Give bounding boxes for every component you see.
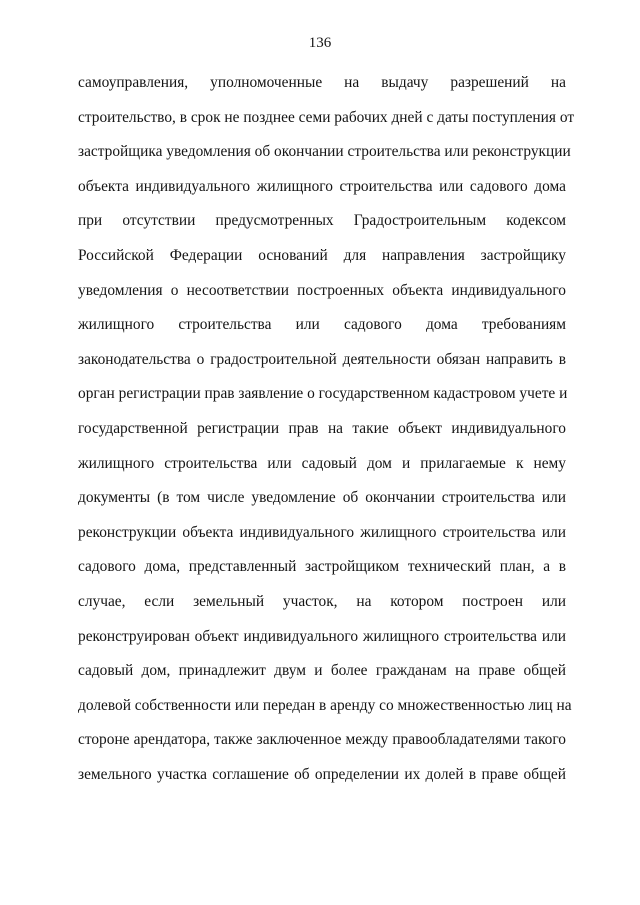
text-line: объекта индивидуального жилищного строительства или садового дома [78, 177, 566, 195]
text-line: реконструирован объект индивидуального жилищного строительства или [78, 627, 566, 645]
text-line: законодательства о градостроительной деятельности обязан направить в [78, 350, 566, 368]
text-line: Российской Федерации оснований для направления застройщику [78, 246, 566, 264]
text-line: садовый дом, принадлежит двум и более гражданам на праве общей [78, 662, 566, 680]
text-line: садового дома, представленный застройщиком технический план, а в [78, 558, 566, 576]
text-line: стороне арендатора, также заключенное между правообладателями такого [78, 731, 566, 749]
page-number: 136 [308, 35, 332, 51]
text-line: строительство, в срок не позднее семи рабочих дней с даты поступления от [78, 108, 575, 126]
body-text [78, 66, 575, 792]
text-line: государственной регистрации прав на такие объект индивидуального [78, 419, 566, 437]
text-line: самоуправления, уполномоченные на выдачу разрешений на [78, 74, 566, 91]
text-line: реконструкции объекта индивидуального жилищного строительства или [78, 523, 566, 541]
text-line: случае, если земельный участок, на котором построен или [78, 592, 566, 610]
text-line: застройщика уведомления об окончании строительства или реконструкции [78, 143, 571, 161]
text-line: при отсутствии предусмотренных Градостроительным кодексом [78, 212, 566, 230]
text-line: орган регистрации прав заявление о государственном кадастровом учете и [78, 385, 568, 403]
text-line: жилищного строительства или садового дома требованиям [78, 316, 566, 334]
text-line: долевой собственности или передан в аренду со множественностью лиц на [78, 696, 572, 714]
text-line: документы (в том числе уведомление об окончании строительства или [78, 489, 566, 507]
text-line: уведомления о несоответствии построенных объекта индивидуального [78, 281, 566, 299]
text-line: земельного участка соглашение об определении их долей в праве общей [78, 765, 566, 783]
text-line: жилищного строительства или садовый дом и прилагаемые к нему [78, 454, 566, 472]
